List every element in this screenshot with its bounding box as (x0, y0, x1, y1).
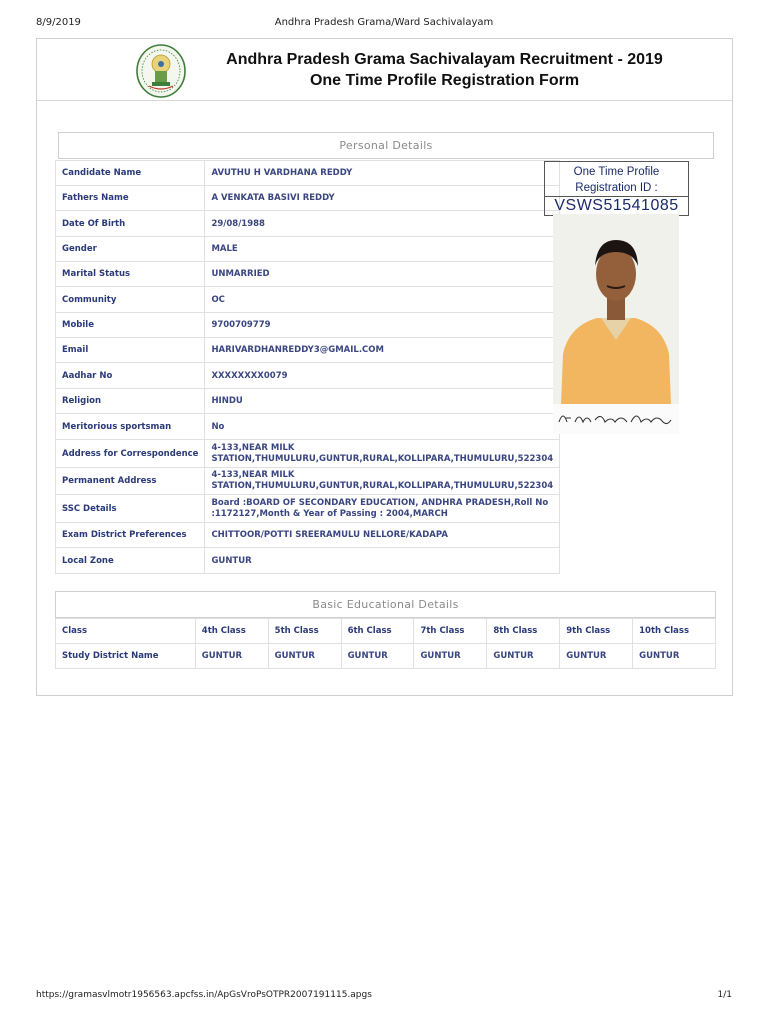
print-header (36, 17, 732, 31)
field-label: Local Zone (56, 548, 205, 574)
field-label: Marital Status (56, 262, 205, 287)
field-label: Community (56, 287, 205, 313)
education-value-cell: GUNTUR (195, 644, 268, 669)
field-label: SSC Details (56, 495, 205, 523)
personal-row (56, 186, 560, 211)
title-line-2: One Time Profile Registration Form (309, 72, 580, 89)
personal-row (56, 440, 560, 468)
field-label: Exam District Preferences (56, 523, 205, 548)
education-value-row (56, 644, 716, 669)
education-value-cell: GUNTUR (560, 644, 633, 669)
education-details-header: Basic Educational Details (55, 591, 716, 618)
field-value: XXXXXXXX0079 (205, 363, 560, 389)
field-label: Meritorious sportsman (56, 414, 205, 440)
title-line-1: Andhra Pradesh Grama Sachivalayam Recruitment - 2019 (226, 51, 663, 68)
field-label: Fathers Name (56, 186, 205, 211)
education-header-cell: Class (56, 619, 196, 644)
field-label: Candidate Name (56, 161, 205, 186)
field-value: 9700709779 (205, 313, 560, 338)
field-value: GUNTUR (205, 548, 560, 574)
field-value: CHITTOOR/POTTI SREERAMULU NELLORE/KADAPA (205, 523, 560, 548)
field-value: Board :BOARD OF SECONDARY EDUCATION, ANDHRA PRADESH,Roll No :1172127,Month & Year of Passing : 2004,MARCH (205, 495, 560, 523)
form-title (157, 49, 732, 91)
education-value-cell: GUNTUR (341, 644, 414, 669)
page-number: 1/1 (717, 990, 732, 1000)
field-value: HARIVARDHANREDDY3@GMAIL.COM (205, 338, 560, 363)
field-label: Mobile (56, 313, 205, 338)
education-row-label: Study District Name (56, 644, 196, 669)
personal-details-header: Personal Details (58, 132, 714, 159)
field-value: HINDU (205, 389, 560, 414)
personal-row (56, 313, 560, 338)
field-label: Date Of Birth (56, 211, 205, 237)
education-header-cell: 10th Class (633, 619, 716, 644)
personal-row (56, 523, 560, 548)
personal-row (56, 237, 560, 262)
education-header-row (56, 619, 716, 644)
personal-row (56, 389, 560, 414)
education-header-cell: 7th Class (414, 619, 487, 644)
education-value-cell: GUNTUR (268, 644, 341, 669)
print-title: Andhra Pradesh Grama/Ward Sachivalayam (274, 17, 494, 28)
field-value: No (205, 414, 560, 440)
education-value-cell: GUNTUR (487, 644, 560, 669)
field-label: Permanent Address (56, 468, 205, 495)
education-value-cell: GUNTUR (414, 644, 487, 669)
registration-form (36, 38, 733, 696)
candidate-photo (553, 214, 679, 404)
personal-row (56, 468, 560, 495)
print-date: 8/9/2019 (36, 17, 81, 28)
personal-row (56, 262, 560, 287)
personal-row (56, 161, 560, 186)
registration-id-box (544, 161, 689, 216)
field-label: Gender (56, 237, 205, 262)
personal-row (56, 287, 560, 313)
education-header-cell: 5th Class (268, 619, 341, 644)
field-value: MALE (205, 237, 560, 262)
form-header (37, 39, 732, 101)
field-value: 29/08/1988 (205, 211, 560, 237)
education-header-cell: 8th Class (487, 619, 560, 644)
personal-row (56, 495, 560, 523)
field-value: A VENKATA BASIVI REDDY (205, 186, 560, 211)
education-details-table (55, 618, 716, 669)
personal-row (56, 211, 560, 237)
field-value: 4-133,NEAR MILK STATION,THUMULURU,GUNTUR,RURAL,KOLLIPARA,THUMULURU,522304 (205, 440, 560, 468)
personal-details-table (55, 160, 560, 574)
personal-row (56, 338, 560, 363)
personal-row (56, 548, 560, 574)
field-label: Religion (56, 389, 205, 414)
education-value-cell: GUNTUR (633, 644, 716, 669)
registration-id-label: One Time Profile Registration ID : (573, 166, 660, 194)
personal-row (56, 414, 560, 440)
field-value: UNMARRIED (205, 262, 560, 287)
field-value: AVUTHU H VARDHANA REDDY (205, 161, 560, 186)
field-value: 4-133,NEAR MILK STATION,THUMULURU,GUNTUR,RURAL,KOLLIPARA,THUMULURU,522304 (205, 468, 560, 495)
field-label: Address for Correspondence (56, 440, 205, 468)
field-label: Aadhar No (56, 363, 205, 389)
candidate-signature (553, 404, 679, 434)
print-footer (36, 990, 732, 1004)
field-value: OC (205, 287, 560, 313)
print-url: https://gramasvlmotr1956563.apcfss.in/ApGsVroPsOTPR2007191115.apgs (36, 990, 372, 1000)
registration-id-value: VSWS51541085 (544, 196, 689, 216)
education-header-cell: 6th Class (341, 619, 414, 644)
personal-row (56, 363, 560, 389)
education-header-cell: 9th Class (560, 619, 633, 644)
education-header-cell: 4th Class (195, 619, 268, 644)
field-label: Email (56, 338, 205, 363)
